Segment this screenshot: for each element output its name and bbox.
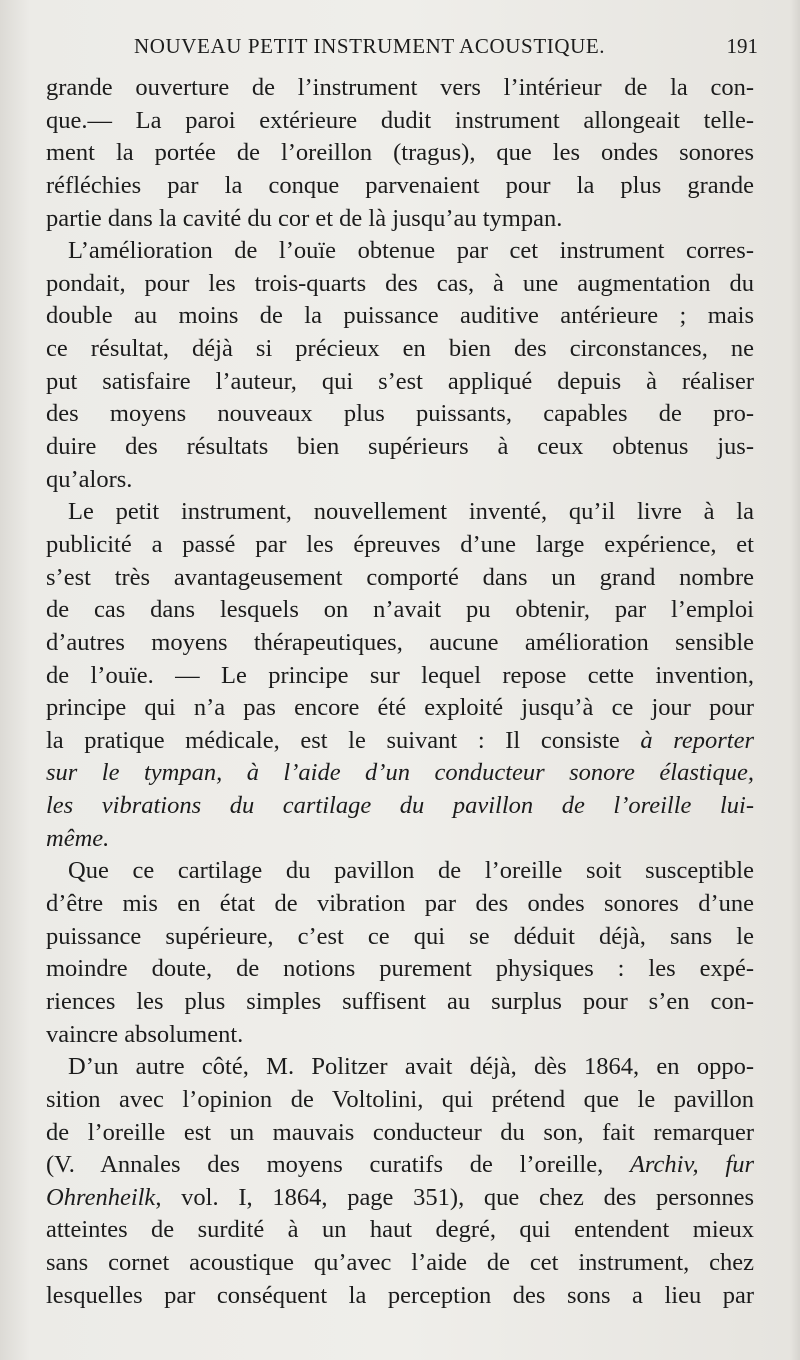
text-line: [46, 464, 754, 497]
text-segment: put satisfaire l’auteur, qui s’est appliqué depuis à réaliser: [46, 367, 754, 395]
body-text: [46, 72, 754, 1312]
text-line: [46, 333, 754, 366]
text-segment: de l’oreille est un mauvais conducteur du son, fait remarquer: [46, 1118, 754, 1146]
text-line: [46, 105, 754, 138]
text-line: [46, 888, 754, 921]
text-segment: sition avec l’opinion de Voltolini, qui prétend que le pavillon: [46, 1085, 754, 1113]
text-segment: réfléchies par la conque parvenaient pour la plus grande: [46, 171, 754, 199]
text-segment: sans cornet acoustique qu’avec l’aide de cet instrument, chez: [46, 1249, 754, 1277]
text-line: [46, 137, 754, 170]
text-segment: de cas dans lesquels on n’avait pu obtenir, par l’emploi: [46, 596, 754, 624]
text-segment: moindre doute, de notions purement physiques : les expé-: [46, 955, 754, 983]
text-line: [46, 823, 754, 856]
text-line: [46, 1149, 754, 1182]
text-segment: atteintes de surdité à un haut degré, qui entendent mieux: [46, 1216, 754, 1244]
text-line: [46, 1051, 754, 1084]
italic-text-segment: même.: [46, 824, 110, 852]
text-line: [46, 855, 754, 888]
text-line: [46, 953, 754, 986]
text-segment: lesquelles par conséquent la perception des sons a lieu par: [46, 1281, 754, 1309]
text-segment: D’un autre côté, M. Politzer avait déjà, dès 1864, en oppo-: [68, 1053, 754, 1081]
text-segment: publicité a passé par les épreuves d’une large expérience, et: [46, 530, 754, 558]
italic-text-segment: à reporter: [640, 726, 755, 754]
text-segment: s’est très avantageusement comporté dans un grand nombre: [46, 563, 754, 591]
text-line: [46, 790, 754, 823]
italic-text-segment: Ohrenheilk: [46, 1183, 156, 1211]
text-segment: d’autres moyens thérapeutiques, aucune amélioration sensible: [46, 628, 754, 656]
text-line: [46, 1280, 754, 1313]
text-line: [46, 366, 754, 399]
text-line: [46, 1214, 754, 1247]
text-segment: que.— La paroi extérieure dudit instrument allongeait telle-: [46, 106, 754, 134]
text-segment: riences les plus simples suffisent au surplus pour s’en con-: [46, 987, 754, 1015]
text-segment: des moyens nouveaux plus puissants, capables de pro-: [46, 400, 754, 428]
italic-text-segment: les vibrations du cartilage du pavillon de l’oreille lui-: [46, 792, 754, 820]
running-head: [46, 34, 764, 64]
text-segment: puissance supérieure, c’est ce qui se déduit déjà, sans le: [46, 922, 754, 950]
text-segment: pondait, pour les trois-quarts des cas, à une augmentation du: [46, 269, 754, 297]
text-line: [46, 203, 754, 236]
text-segment: , vol. I, 1864, page 351), que chez des personnes: [155, 1183, 754, 1211]
text-line: [46, 627, 754, 660]
text-line: [46, 1247, 754, 1280]
text-line: [46, 268, 754, 301]
italic-text-segment: Archiv, fur: [629, 1151, 754, 1179]
text-line: [46, 431, 754, 464]
running-title: NOUVEAU PETIT INSTRUMENT ACOUSTIQUE.: [134, 34, 606, 58]
text-line: [46, 692, 754, 725]
text-line: [46, 398, 754, 431]
text-line: [46, 496, 754, 529]
text-line: [46, 1084, 754, 1117]
text-segment: grande ouverture de l’instrument vers l’intérieur de la con-: [46, 74, 754, 101]
text-line: [46, 1117, 754, 1150]
text-segment: Le petit instrument, nouvellement inventé, qu’il livre à la: [68, 498, 754, 526]
text-line: [46, 921, 754, 954]
text-line: [46, 170, 754, 203]
text-segment: principe qui n’a pas encore été exploité jusqu’à ce jour pour: [46, 694, 754, 722]
text-segment: partie dans la cavité du cor et de là jusqu’au tympan.: [46, 204, 563, 232]
text-segment: (V. Annales des moyens curatifs de l’oreille,: [46, 1151, 630, 1179]
text-segment: ment la portée de l’oreillon (tragus), que les ondes sonores: [46, 139, 754, 167]
text-segment: L’amélioration de l’ouïe obtenue par cet instrument corres-: [68, 237, 754, 265]
text-line: [46, 529, 754, 562]
text-line: [46, 1019, 754, 1052]
text-segment: double au moins de la puissance auditive antérieure ; mais: [46, 302, 754, 330]
text-segment: qu’alors.: [46, 465, 133, 493]
text-line: [46, 562, 754, 595]
text-line: [46, 725, 754, 758]
page-number: 191: [726, 34, 758, 58]
text-segment: duire des résultats bien supérieurs à ceux obtenus jus-: [46, 433, 754, 461]
text-line: [46, 1182, 754, 1215]
text-line: [46, 986, 754, 1019]
text-line: [46, 660, 754, 693]
text-segment: ce résultat, déjà si précieux en bien des circonstances, ne: [46, 335, 754, 363]
text-segment: de l’ouïe. — Le principe sur lequel repose cette invention,: [46, 661, 754, 689]
italic-text-segment: sur le tympan, à l’aide d’un conducteur sonore élastique,: [46, 759, 754, 787]
text-line: [46, 757, 754, 790]
text-segment: Que ce cartilage du pavillon de l’oreille soit susceptible: [68, 857, 754, 885]
text-line: [46, 300, 754, 333]
text-line: [46, 594, 754, 627]
text-segment: d’être mis en état de vibration par des ondes sonores d’une: [46, 890, 754, 918]
text-line: [46, 72, 754, 105]
text-segment: vaincre absolument.: [46, 1020, 244, 1048]
text-segment: la pratique médicale, est le suivant : Il consiste: [46, 726, 641, 754]
text-line: [46, 235, 754, 268]
